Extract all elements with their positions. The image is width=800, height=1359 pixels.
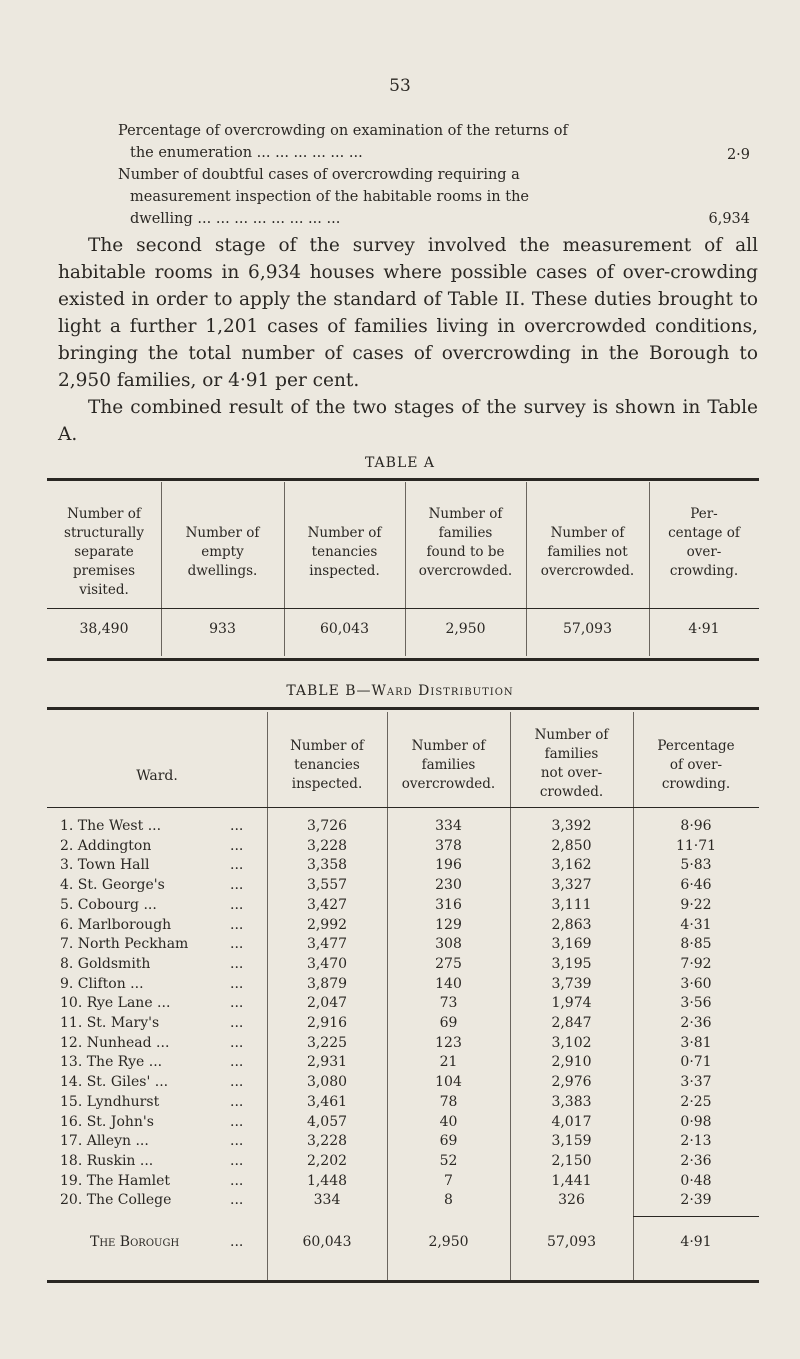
- header-line: families: [438, 525, 493, 541]
- header-line: Number of: [550, 525, 625, 541]
- cell-inspected: 3,228: [306, 1133, 348, 1149]
- leader-dots: ...: [230, 1153, 244, 1169]
- leader-dots: ...: [230, 877, 244, 893]
- stat-doubtful-cases: [118, 164, 758, 230]
- leader-dots: ...: [230, 818, 244, 834]
- cell-not-overcrowded: 2,863: [551, 917, 592, 933]
- cell-percentage: 4·91: [680, 1234, 712, 1250]
- ward-name: The Borough: [90, 1234, 180, 1250]
- cell-not-overcrowded: 326: [558, 1192, 585, 1208]
- cell-percentage: 8·85: [680, 936, 712, 952]
- cell-inspected: 3,228: [306, 838, 348, 854]
- ward-name: 8. Goldsmith: [60, 956, 151, 972]
- body-text: [58, 232, 758, 448]
- cell-inspected: 3,461: [306, 1094, 348, 1110]
- leader-dots: ...: [230, 956, 244, 972]
- table-a-cell: 60,043: [320, 621, 369, 637]
- header-line: separate: [74, 544, 134, 560]
- cell-inspected: 3,358: [306, 857, 348, 873]
- leader-dots: ...: [230, 936, 244, 952]
- cell-inspected: 3,726: [306, 818, 348, 834]
- cell-percentage: 3·37: [680, 1074, 712, 1090]
- header-line: Number of: [428, 506, 503, 522]
- ward-name: 18. Ruskin ...: [60, 1153, 154, 1169]
- stat-line: the enumeration ... ... ... ... ... ...: [130, 145, 363, 161]
- header-line: inspected.: [291, 776, 363, 792]
- cell-inspected: 3,470: [306, 956, 348, 972]
- ward-name: 7. North Peckham: [60, 936, 189, 952]
- header-line: families: [421, 757, 476, 773]
- cell-inspected: 2,047: [306, 995, 348, 1011]
- table-a-cell: 2,950: [445, 621, 486, 637]
- table-a-cell: 57,093: [563, 621, 612, 637]
- stat-line: Percentage of overcrowding on examination of the returns of: [118, 123, 568, 139]
- leader-dots: ...: [230, 1035, 244, 1051]
- cell-not-overcrowded: 2,976: [551, 1074, 592, 1090]
- cell-percentage: 2·25: [680, 1094, 712, 1110]
- ward-name: 15. Lyndhurst: [60, 1094, 160, 1110]
- cell-inspected: 60,043: [302, 1234, 352, 1250]
- cell-inspected: 2,916: [306, 1015, 348, 1031]
- header-line: Number of: [307, 525, 382, 541]
- cell-inspected: 3,080: [306, 1074, 348, 1090]
- cell-not-overcrowded: 1,974: [551, 995, 592, 1011]
- header-line: crowding.: [669, 563, 739, 579]
- header-line: centage of: [668, 525, 740, 541]
- stat-line: measurement inspection of the habitable rooms in the: [130, 189, 529, 205]
- header-line: inspected.: [309, 563, 380, 579]
- header-line: crowded.: [539, 784, 604, 800]
- paragraph: The second stage of the survey involved the measurement of all habitable rooms in 6,934 houses where possible cases of over-crowding existed in order to apply the standard of Table II. These duties brought to light a further 1,201 cases of families living in overcrowded conditions, bringing the total number of cases of overcrowding in the Borough to 2,950 families, or 4·91 per cent.: [58, 235, 758, 391]
- cell-not-overcrowded: 3,169: [551, 936, 592, 952]
- table-a-bottom-rule: [47, 658, 759, 661]
- cell-not-overcrowded: 3,159: [551, 1133, 592, 1149]
- table-a-cell: 38,490: [79, 621, 129, 637]
- leader-dots: ...: [230, 897, 244, 913]
- cell-percentage: 3·60: [680, 976, 712, 992]
- ward-name: 12. Nunhead ...: [60, 1035, 170, 1051]
- cell-not-overcrowded: 3,327: [551, 877, 592, 893]
- leader-dots: ...: [230, 857, 244, 873]
- header-line: structurally: [64, 525, 144, 541]
- cell-not-overcrowded: 3,195: [551, 956, 592, 972]
- table-b-header-rule: [47, 807, 759, 808]
- ward-name: 1. The West ...: [60, 818, 162, 834]
- ward-name: 10. Rye Lane ...: [60, 995, 171, 1011]
- header-line: families not: [547, 544, 628, 560]
- cell-overcrowded: 104: [435, 1074, 462, 1090]
- leader-dots: ...: [230, 1074, 244, 1090]
- cell-inspected: 3,225: [306, 1035, 348, 1051]
- leader-dots: ...: [230, 1133, 244, 1149]
- table-a-header: [526, 524, 649, 581]
- cell-inspected: 3,879: [306, 976, 348, 992]
- cell-overcrowded: 73: [439, 995, 458, 1011]
- header-line: found to be: [426, 544, 505, 560]
- cell-overcrowded: 308: [435, 936, 462, 952]
- ward-name: 6. Marlborough: [60, 917, 172, 933]
- table-b-header: [387, 737, 510, 794]
- header-line: tenancies: [294, 757, 360, 773]
- header-line: Number of: [185, 525, 260, 541]
- header-line: Percentage: [657, 738, 735, 754]
- cell-overcrowded: 78: [439, 1094, 458, 1110]
- cell-percentage: 5·83: [680, 857, 712, 873]
- header-line: Number of: [411, 738, 486, 754]
- cell-not-overcrowded: 4,017: [551, 1114, 592, 1130]
- cell-overcrowded: 123: [435, 1035, 462, 1051]
- cell-percentage: 2·36: [680, 1015, 712, 1031]
- ward-name: 9. Clifton ...: [60, 976, 144, 992]
- table-a-header: [47, 505, 161, 600]
- header-line: crowding.: [661, 776, 731, 792]
- page-number: 53: [389, 76, 411, 96]
- table-a-header: [649, 505, 759, 581]
- cell-not-overcrowded: 1,441: [551, 1173, 592, 1189]
- leader-dots: ...: [230, 1054, 244, 1070]
- cell-percentage: 2·39: [680, 1192, 712, 1208]
- ward-name: 20. The College: [60, 1192, 172, 1208]
- cell-not-overcrowded: 57,093: [547, 1234, 596, 1250]
- cell-inspected: 2,992: [306, 917, 348, 933]
- paragraph: The combined result of the two stages of the survey is shown in Table A.: [58, 397, 758, 445]
- table-b-header: [510, 726, 633, 802]
- leader-dots: ...: [230, 1114, 244, 1130]
- table-a-header: [284, 524, 405, 581]
- table-a-top-rule: [47, 478, 759, 481]
- leader-dots: ...: [230, 917, 244, 933]
- header-line: not over-: [540, 765, 603, 781]
- header-line: Per-: [690, 506, 718, 522]
- cell-overcrowded: 196: [435, 857, 462, 873]
- table-b-header: Ward.: [136, 768, 178, 784]
- header-line: Number of: [534, 727, 609, 743]
- cell-not-overcrowded: 3,111: [551, 897, 592, 913]
- header-line: dwellings.: [187, 563, 258, 579]
- header-line: Number of: [67, 506, 141, 522]
- cell-overcrowded: 140: [435, 976, 462, 992]
- cell-not-overcrowded: 3,392: [551, 818, 592, 834]
- ward-name: 14. St. Giles' ...: [60, 1074, 169, 1090]
- stat-value: 6,934: [708, 211, 750, 227]
- header-line: visited.: [79, 582, 129, 598]
- cell-overcrowded: 21: [439, 1054, 458, 1070]
- ward-name: 13. The Rye ...: [60, 1054, 163, 1070]
- leader-dots: ...: [230, 1094, 244, 1110]
- cell-percentage: 0·71: [680, 1054, 712, 1070]
- table-a-cell: 4·91: [688, 621, 720, 637]
- cell-overcrowded: 2,950: [428, 1234, 469, 1250]
- cell-overcrowded: 40: [439, 1114, 458, 1130]
- cell-not-overcrowded: 2,850: [551, 838, 592, 854]
- cell-inspected: 4,057: [306, 1114, 348, 1130]
- cell-percentage: 4·31: [680, 917, 712, 933]
- table-a-header: [405, 505, 526, 581]
- cell-not-overcrowded: 2,150: [551, 1153, 592, 1169]
- cell-overcrowded: 7: [444, 1173, 453, 1189]
- stat-line: Number of doubtful cases of overcrowding requiring a: [118, 167, 520, 183]
- cell-overcrowded: 129: [435, 917, 462, 933]
- leader-dots: ...: [230, 1192, 244, 1208]
- header-line: Number of: [290, 738, 364, 754]
- header-line: of over-: [669, 757, 723, 773]
- header-line: overcrowded.: [401, 776, 496, 792]
- cell-overcrowded: 8: [444, 1192, 453, 1208]
- header-line: empty: [201, 544, 244, 560]
- leader-dots: ...: [230, 1173, 244, 1189]
- cell-not-overcrowded: 3,102: [551, 1035, 592, 1051]
- header-line: over-: [686, 544, 722, 560]
- cell-not-overcrowded: 3,162: [551, 857, 592, 873]
- table-b-header: [267, 737, 387, 794]
- cell-percentage: 8·96: [680, 818, 712, 834]
- ward-name: 11. St. Mary's: [60, 1015, 160, 1031]
- header-line: overcrowded.: [540, 563, 635, 579]
- cell-overcrowded: 316: [435, 897, 462, 913]
- leader-dots: ...: [230, 1234, 244, 1250]
- table-b-top-rule: [47, 707, 759, 710]
- cell-overcrowded: 275: [435, 956, 462, 972]
- cell-inspected: 334: [313, 1192, 341, 1208]
- leader-dots: ...: [230, 995, 244, 1011]
- cell-percentage: 2·36: [680, 1153, 712, 1169]
- cell-inspected: 3,557: [306, 877, 348, 893]
- leader-dots: ...: [230, 976, 244, 992]
- cell-inspected: 2,931: [306, 1054, 348, 1070]
- cell-percentage: 0·98: [680, 1114, 712, 1130]
- table-b-title: TABLE B—Ward Distribution: [286, 683, 514, 699]
- header-line: overcrowded.: [418, 563, 513, 579]
- stat-line: dwelling ... ... ... ... ... ... ... ...: [130, 211, 341, 227]
- table-b-bottom-rule: [47, 1280, 759, 1283]
- cell-overcrowded: 69: [439, 1133, 458, 1149]
- cell-inspected: 2,202: [306, 1153, 348, 1169]
- ward-name: 19. The Hamlet: [60, 1173, 171, 1189]
- table-a-header: [161, 524, 284, 581]
- header-line: families: [544, 746, 599, 762]
- stat-value: 2·9: [726, 147, 750, 163]
- cell-percentage: 9·22: [680, 897, 712, 913]
- ward-name: 17. Alleyn ...: [60, 1133, 149, 1149]
- table-a-title: TABLE A: [364, 455, 436, 471]
- total-rule: [633, 1216, 759, 1217]
- cell-overcrowded: 334: [435, 818, 462, 834]
- table-b-header: [633, 737, 759, 794]
- ward-name: 5. Cobourg ...: [60, 897, 157, 913]
- cell-percentage: 11·71: [675, 838, 717, 854]
- cell-overcrowded: 69: [439, 1015, 458, 1031]
- cell-not-overcrowded: 3,739: [551, 976, 592, 992]
- header-line: premises: [72, 563, 136, 579]
- cell-percentage: 7·92: [680, 956, 712, 972]
- cell-overcrowded: 230: [435, 877, 462, 893]
- cell-percentage: 3·81: [680, 1035, 712, 1051]
- cell-percentage: 3·56: [680, 995, 712, 1011]
- cell-not-overcrowded: 3,383: [551, 1094, 592, 1110]
- cell-not-overcrowded: 2,910: [551, 1054, 592, 1070]
- cell-percentage: 2·13: [680, 1133, 712, 1149]
- leader-dots: ...: [230, 838, 244, 854]
- cell-inspected: 1,448: [306, 1173, 348, 1189]
- ward-name: 4. St. George's: [60, 877, 165, 893]
- cell-overcrowded: 378: [435, 838, 462, 854]
- cell-inspected: 3,477: [306, 936, 348, 952]
- ward-name: 2. Addington: [60, 838, 152, 854]
- leader-dots: ...: [230, 1015, 244, 1031]
- cell-percentage: 6·46: [680, 877, 712, 893]
- table-a-cell: 933: [209, 621, 236, 637]
- cell-percentage: 0·48: [680, 1173, 712, 1189]
- stat-percentage-enumeration: [118, 120, 758, 164]
- cell-inspected: 3,427: [306, 897, 348, 913]
- table-a-header-rule: [47, 608, 759, 609]
- ward-name: 16. St. John's: [60, 1114, 154, 1130]
- cell-overcrowded: 52: [439, 1153, 458, 1169]
- ward-name: 3. Town Hall: [60, 857, 150, 873]
- cell-not-overcrowded: 2,847: [551, 1015, 592, 1031]
- header-line: tenancies: [311, 544, 378, 560]
